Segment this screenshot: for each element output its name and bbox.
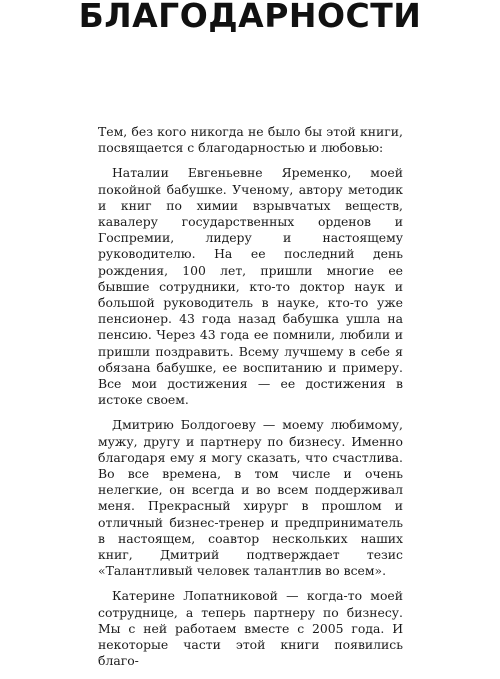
- body-text: [98, 124, 403, 679]
- paragraph-partner: Катерине Лопатниковой — когда-то моей сотруднице, а теперь партнеру по бизнесу. Мы с ней работаем вместе с 2005 года. И некоторые части этой книги появились благо-: [98, 588, 403, 669]
- paragraph-grandmother: Наталии Евгеньевне Яременко, моей покойной бабушке. Ученому, автору методик и книг по химии взрывчатых веществ, кавалеру государственных орденов и Госпремии, лидеру и настоящему руководителю. На ее последний день рождения, 100 лет, пришли многие ее бывшие сотрудники, кто-то доктор наук и большой руководитель в науке, кто-то уже пенсионер. 43 года назад бабушка ушла на пенсию. Через 43 года ее помнили, любили и пришли поздравить. Всему лучшему в себе я обязана бабушке, ее воспитанию и примеру. Все мои достижения — ее достижения в истоке своем.: [98, 165, 403, 408]
- paragraph-dedication-intro: Тем, без кого никогда не было бы этой книги, посвящается с благодарностью и любовью:: [98, 124, 403, 156]
- page-title: БЛАГОДАРНОСТИ: [78, 0, 422, 35]
- paragraph-husband: Дмитрию Болдогоеву — моему любимому, мужу, другу и партнеру по бизнесу. Именно благодаря ему я могу сказать, что счастлива. Во все времена, в том числе и очень нелегкие, он всегда и во всем поддерживал меня. Прекрасный хирург в прошлом и отличный бизнес-тренер и предприниматель в настоящем, соавтор нескольких наших книг, Дмитрий подтверждает тезис «Талантливый человек талантлив во всем».: [98, 417, 403, 579]
